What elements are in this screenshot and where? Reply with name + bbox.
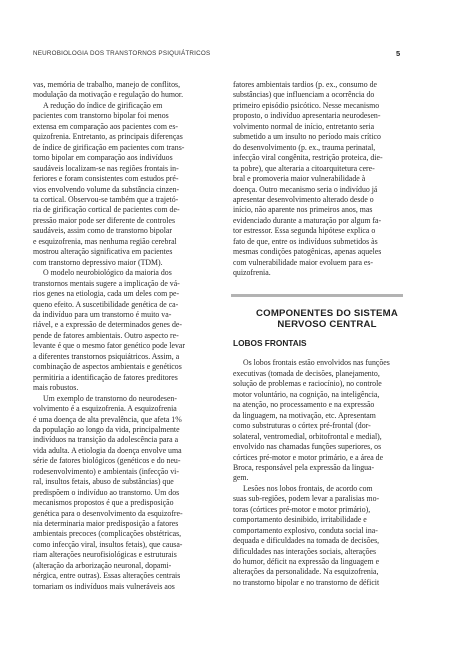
text-line: Broca, responsável pela expressão da lingua-	[233, 462, 375, 472]
text-line: início, não aparente nos primeiros anos, mas	[233, 205, 373, 215]
text-line: riável, e a expressão de determinados genes de-	[33, 320, 182, 330]
section-title	[233, 308, 421, 331]
text-line: Lesões nos lobos frontais, de acordo com	[243, 483, 373, 493]
text-line: alterações da personalidade. Na esquizofrenia,	[233, 567, 379, 577]
text-line: executivas (tomada de decisões, planejamento,	[233, 368, 380, 378]
paragraph	[233, 80, 421, 279]
running-header: NEUROBIOLOGIA DOS TRANSTORNOS PSIQUIÁTRICOS	[33, 50, 211, 57]
text-line: Um exemplo de transtorno do neurodesen-	[43, 393, 177, 403]
section-heading-block	[233, 294, 421, 349]
text-line: pacientes com transtorno bipolar foi menos	[33, 111, 169, 121]
text-line: ta pobre), que alteraria a citoarquitetura cere-	[233, 163, 375, 173]
text-line: mesmas condições patogênicas, apenas aqueles	[233, 247, 382, 257]
text-line: ta cortical. Observou-se também que a trajetó-	[33, 194, 179, 204]
page-number: 5	[396, 49, 401, 58]
text-line: transtornos mentais sugere a implicação de vá-	[33, 278, 180, 288]
text-line: suas sub-regiões, podem levar a paralisias mo-	[233, 494, 380, 504]
text-line: como substruturas o córtex pré-frontal (dor-	[233, 421, 371, 431]
text-line: comportamento explosivo, conduta social ina-	[233, 525, 378, 535]
text-line: tor estressor. Essa segunda hipótese explica o	[233, 226, 376, 236]
text-line: queno efeito. A suscetibilidade genética de ca-	[33, 299, 179, 309]
text-line: mecanismos propostos é que a predisposição	[33, 498, 174, 508]
text-line: do humor, déficit na expressão da linguagem e	[233, 557, 380, 567]
text-line: com vulnerabilidade maior evoluem para es-	[233, 257, 374, 267]
text-line: nérgica, entre outras). Essas alterações centrais	[33, 571, 181, 581]
text-line: apresentar desenvolvimento alterado desde o	[233, 194, 374, 204]
text-line: tornariam os indivíduos mais vulneráveis aos	[33, 581, 175, 591]
text-line: primeiro episódio psicótico. Nesse mecanismo	[233, 100, 380, 110]
text-line: série de fatores biológicos (genéticos e do neu-	[33, 456, 181, 466]
text-line: pende de fatores ambientais. Outro aspecto re-	[33, 330, 179, 340]
text-line: combinação de aspectos ambientais e genéticos	[33, 362, 182, 372]
text-line: indivíduos na transição da adolescência para a	[33, 435, 179, 445]
text-line: levante é que o mesmo fator genético pode levar	[33, 341, 186, 351]
text-line: vas, memória de trabalho, manejo de conflitos,	[33, 80, 181, 89]
text-line: comportamento desinibido, irritabilidade e	[233, 515, 367, 525]
section-title-line-1: COMPONENTES DO SISTEMA	[256, 307, 398, 319]
text-line: da indivíduo para um transtorno é muito va-	[33, 309, 172, 319]
text-line: vida adulta. A etiologia da doença envolve uma	[33, 445, 182, 455]
text-line: gem.	[233, 473, 249, 483]
text-line: quizofrenia.	[233, 268, 271, 278]
text-line: (alteração da arborização neuronal, dopami-	[33, 560, 172, 570]
text-line: rios genes na etiologia, cada um deles com pe-	[33, 289, 180, 299]
text-line: submetido a um insulto no período mais crítico	[233, 132, 381, 142]
text-line: doença. Outro mecanismo seria o indivíduo já	[233, 184, 378, 194]
text-line: da linguagem, na motivação, etc. Apresentam	[233, 410, 376, 420]
text-line: córtices pré-motor e motor primário, e a área de	[233, 452, 384, 462]
text-line: de índice de girificação em pacientes com trans-	[33, 142, 185, 152]
text-line: dequada e dificuldades na tomada de decisões,	[233, 536, 380, 546]
text-line: ria de girificação cortical de pacientes com de-	[33, 205, 180, 215]
text-line: O modelo neurobiológico da maioria dos	[43, 268, 172, 278]
text-line: fato de que, entre os indivíduos submetidos às	[233, 236, 378, 246]
text-line: quizofrenia. Entretanto, as principais diferenças	[33, 132, 183, 142]
text-line: ral, insultos fetais, abuso de substâncias) que	[33, 477, 174, 487]
text-line: a diferentes transtornos psiquiátricos. Assim, a	[33, 351, 180, 361]
text-line: do desenvolvimento (p. ex., trauma perinatal,	[233, 142, 376, 152]
text-line: envolvido nas chamadas funções superiores, os	[233, 442, 382, 452]
text-line: riam alterações neurofisiológicas e estruturais	[33, 550, 177, 560]
text-line: predispõem o indivíduo ao transtorno. Um dos	[33, 487, 180, 497]
paragraph	[33, 101, 221, 268]
text-line: ambientais precoces (complicações obstétricas,	[33, 529, 182, 539]
text-line: feriores e foram consistentes com estudos pré-	[33, 174, 179, 184]
text-line: da população ao longo da vida, principalmente	[33, 424, 180, 434]
text-line: vios envolvendo volume da substância cinzen-	[33, 184, 180, 194]
text-line: Os lobos frontais estão envolvidos nas funções	[243, 358, 390, 368]
text-line: solateral, ventromedial, orbitofrontal e medial),	[233, 431, 382, 441]
text-line: fatores ambientais tardios (p. ex., consumo de	[233, 80, 377, 89]
paragraph	[233, 358, 421, 483]
text-line: como infecção viral, insultos fetais), que causa-	[33, 539, 183, 549]
text-line: saudáveis localizam-se nas regiões frontais in-	[33, 163, 179, 173]
text-line: evidenciado durante a maturação por algum fa-	[233, 215, 382, 225]
text-line: A redução do índice de girificação em	[43, 100, 163, 110]
text-line: pressão maior pode ser diferente de controles	[33, 215, 176, 225]
text-line: é uma doença de alta prevalência, que afeta 1%	[33, 414, 182, 424]
text-line: mostrou alteração significativa em pacientes	[33, 247, 173, 257]
paragraph	[33, 394, 221, 593]
text-line: nia determinaria maior predisposição a fatores	[33, 519, 179, 529]
paragraph	[33, 80, 221, 101]
text-line: volvimento normal de início, entretanto seria	[233, 121, 375, 131]
text-line: torno bipolar em comparação aos indivíduos	[33, 153, 173, 163]
text-line: rodesenvolvimento) e ambientais (infecção vi-	[33, 466, 179, 476]
text-line: dificuldades nas interações sociais, alterações	[233, 546, 377, 556]
paragraph	[33, 268, 221, 393]
text-line: substâncias) que influenciam a ocorrência do	[233, 90, 375, 100]
text-line: motor voluntário, na cognição, na inteligência,	[233, 389, 380, 399]
section-divider-bar	[231, 294, 403, 297]
right-column	[233, 80, 421, 588]
section-title-line-2: NERVOSO CENTRAL	[277, 319, 377, 331]
text-line: genética para o desenvolvimento da esquizofre-	[33, 508, 183, 518]
text-line: volvimento é a esquizofrenia. A esquizofrenia	[33, 404, 177, 414]
text-line: infecção viral congênita, restrição proteica, die-	[233, 153, 383, 163]
text-line: proposto, o indivíduo apresentaria neurodesen-	[233, 111, 381, 121]
text-line: com transtorno depressivo maior (TDM).	[33, 257, 163, 267]
text-line: mais robustos.	[33, 383, 79, 393]
text-line: bral e promoveria maior vulnerabilidade à	[233, 174, 366, 184]
text-line: permitiria a identificação de fatores preditores	[33, 372, 178, 382]
left-column	[33, 80, 221, 592]
subheading-lobos-frontais: LOBOS FRONTAIS	[233, 338, 307, 349]
text-line: no transtorno bipolar e no transtorno de déficit	[233, 577, 380, 587]
text-line: e esquizofrenia, mas nenhuma região cerebral	[33, 236, 177, 246]
text-line: saudáveis, assim como de transtorno bipolar	[33, 226, 172, 236]
text-line: toras (córtices pré-motor e motor primário),	[233, 504, 371, 514]
text-line: modulação da motivação e regulação do humor.	[33, 90, 184, 100]
text-line: na atenção, no processamento e na expressão	[233, 400, 375, 410]
text-line: solução de problemas e raciocínio), no controle	[233, 379, 382, 389]
text-line: extensa em comparação aos pacientes com es-	[33, 121, 179, 131]
paragraph	[233, 484, 421, 589]
